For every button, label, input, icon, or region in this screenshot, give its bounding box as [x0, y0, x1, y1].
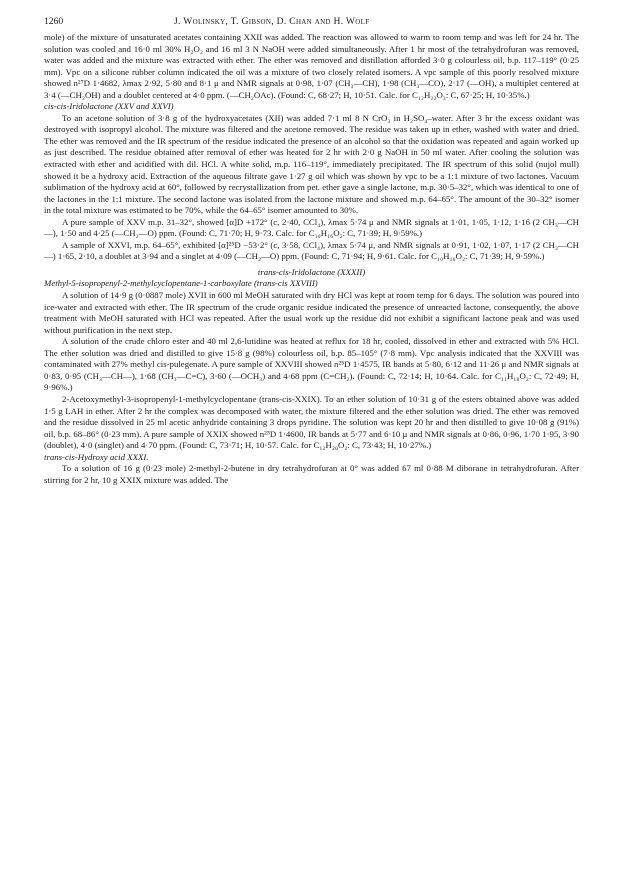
paragraph: A solution of 14·9 g (0·0887 mole) XVII in 600 ml MeOH saturated with dry HCl was kept at room temp for 6 days. The solution was poured into ice-water and extracted with ether. The IR spectrum of the crude organic residue indicated the presence of unreacted lactone, consequently, the above treatment with MeOH saturated with HCl was repeated. After the usual work up the residue did not exhibit a significant lactone peak and was used without purification in the next step. [44, 290, 579, 335]
page-header [44, 12, 579, 32]
paragraph: To an acetone solution of 3·8 g of the hydroxyacetates (XII) was added 7·1 ml 8 N CrO₃ in H₂SO₄–water. After 3 hr the excess oxidant was destroyed with isopropyl alcohol. The mixture was filtered and the acetone removed. The residue was taken up in ether, washed with water and dried. The ether was removed and the IR spectrum of the residue indicated the presence of an alcohol so that the oxidation was repeated and again worked up as just described. The residue obtained after removal of ether was heated for 2 hr with 2·0 g NaOH in 50 ml water. After cooling the solution was extracted with ether and acidified with dil. HCl. A white solid, m.p. 116–119°, immediately precipitated. The IR spectrum of this solid (nujol mull) showed it be a hydroxy acid. Extraction of the aqueous filtrate gave 1·27 g oil which was shown by vpc to be a 1:1 mixture of two lactones. Vacuum sublimation of the hydroxy acid at 60°, followed by recrystallization from pet. ether gave a single lactone, m.p. 30·5–32°, which was identical to one of the lactones in the 1:1 mixture. The second lactone was isolated from the lactone mixture and showed m.p. 64–65°. The amount of the 30–32° isomer in the total mixture was estimated to be 70%, while the 64–65° isomer amounted to 30%. [44, 112, 579, 216]
page-number: 1260 [44, 16, 64, 27]
paragraph: A sample of XXVI, m.p. 64–65°, exhibited [α]²⁵D −53·2° (c, 3·58, CCl₄), λmax 5·74 μ, and NMR signals at 0·91, 1·02, 1·07, 1·17 (2 CH₃—CH—) 1·65, 2·10, a doublet at 3·94 and a singlet at 4·09 (—CH₂—O) ppm. (Found: C, 71·94; H, 9·61. Calc. for C₁₀H₁₆O₂: C, 71·39; H, 9·59%.) [44, 239, 579, 262]
paragraph: A pure sample of XXV m.p. 31–32°, showed [α]D +172° (c, 2·40, CCl₄), λmax 5·74 μ and NMR signals at 1·01, 1·05, 1·12, 1·16 (2 CH₃—CH—), 1·50 and 4·25 (—CH₂—O) ppm. (Found: C, 71·70; H, 9·73. Calc. for C₁₀H₁₆O₂: C, 71·39; H, 9·59%.) [44, 216, 579, 239]
subsection-heading: Methyl-5-isopropenyl-2-methylcyclopentane-1-carboxylate (trans-cis XXVIII) [44, 278, 318, 289]
paragraph: To a solution of 16 g (0·23 mole) 2-methyl-2-butene in dry tetrahydrofuran at 0° was added 67 ml 0·88 M diborane in tetrahydrofuran. After stirring for 2 hr, 10 g XXIX mixture was added. The [44, 463, 579, 485]
article-body [44, 32, 579, 486]
section-heading: trans-cis-Iridolactone (XXXII) [257, 266, 366, 277]
paragraph: 2-Acetoxymethyl-3-isopropenyl-1-methylcyclopentane (trans-cis-XXIX). To an ether solution of 10·31 g of the esters obtained above was added 1·5 g LAH in ether. After 2 hr the complex was decomposed with water, the mixture filtered and the ether solution was dried. The ether was removed and the residue dissolved in 25 ml acetic anhydride containing 3 drops pyridine. The solution was kept 20 hr and then distilled to give 10·08 g (91%) oil, b.p. 68–86° (0·23 mm). A pure sample of XXIX showed n²⁵D 1·4600, IR bands at 5·77 and 6·10 μ and NMR signals at 0·86, 0·96, 1·70 1·95, 3·90 (doublet), 4·0 (singlet) and 4·70 ppm. (Found: C, 73·71; H, 10·57. Calc. for C₁₂H₂₀O₂: C, 73·43; H, 10·27%.) [44, 393, 579, 451]
paragraph: A solution of the crude chloro ester and 40 ml 2,6-lutidine was heated at reflux for 18 hr, cooled, dissolved in ether and extracted with 5% HCl. The ether solution was dried and distilled to give 15·8 g (98%) colourless oil, b.p. 85–105° (7·8 mm). Vpc analysis indicated that the XXVIII was contaminated with 27% methyl cis-pulegenate. A pure sample of XXVIII showed n²⁵D 1·4575, IR bands at 5·80, 6·12 and 11·26 μ and NMR signals at 0·83, 0·95 (CH₃—CH—), 1·68 (CH₃—C=C), 3·60 (—OCH₃) and 4·68 ppm (C=CH₂). (Found: C, 72·14; H, 10·64. Calc. for C₁₁H₁₈O₂: C, 72·49; H, 9·96%.) [44, 336, 579, 393]
section-heading: trans-cis-Hydroxy acid XXXI. [44, 451, 149, 462]
paragraph: mole) of the mixture of unsaturated acetates containing XXII was added. The reaction was allowed to warm to room temp and was left for 24 hr. The solution was cooled and 16·0 ml 30% H₂O₂ and 16 ml 3 N NaOH were added simultaneously. After 1 hr most of the tetrahydrofuran was removed, water was added and the mixture was extracted with ether. The ether was removed and distillation afforded 3·0 g colourless oil, b.p. 117–119° (0·25 mm). Vpc on a silicone rubber column indicated the oil was a mixture of two closely related isomers. A vpc sample of this poorly resolved mixture showed n²⁷D 1·4682, λmax 2·92, 5·80 and 8·1 μ and NMR signals at 0·98, 1·07 (CH₃—CH), 1·98 (CH₃—CO), 2·17 (—OH), a multiplet centered at 3·4 (—CH₂OH) and a doublet centered at 4·0 ppm. (—CH₂OAc). (Found: C, 68·27; H, 10·51. Calc. for C₁₂H₂₂O₃: C, 67·25; H, 10·35%.) [44, 32, 579, 100]
running-head: J. Wolinsky, T. Gibson, D. Chan and H. Wolf [174, 16, 370, 27]
section-heading: cis-cis-Iridolactone (XXV and XXVI) [44, 101, 174, 112]
